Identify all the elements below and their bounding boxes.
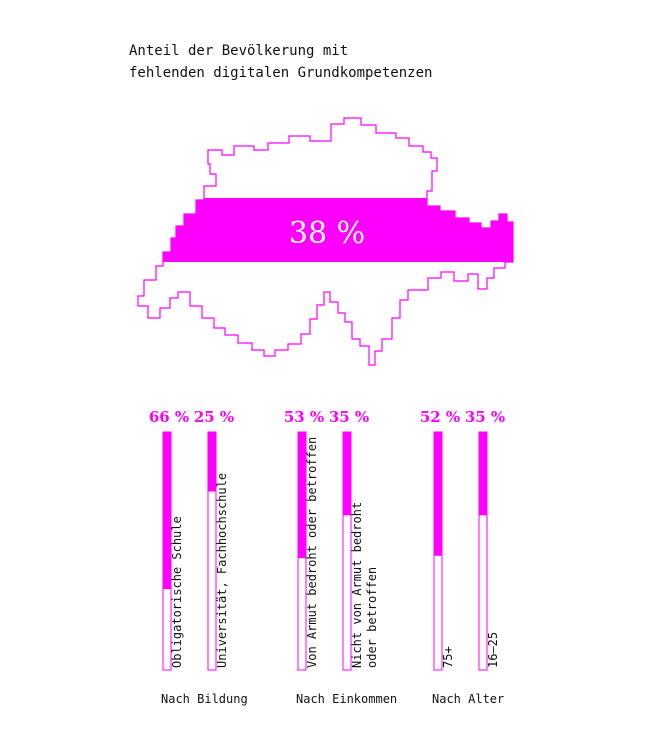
title-line-2: fehlenden digitalen Grundkompetenzen [129,65,433,81]
group-label-0: Nach Bildung [161,692,248,706]
bar-label-g0b0: Obligatorische Schule [170,516,184,668]
value-label-g2b1: 35 % [464,408,506,426]
headline-value: 38 % [288,216,366,251]
bar-label-g1b0: Von Armut bedroht oder betroffen [305,436,319,668]
value-label-g0b1: 25 % [193,408,235,426]
group-label-2: Nach Alter [432,692,505,706]
bar-label-g0b1: Universität, Fachhochschule [215,472,229,668]
bar-fill-g2b0 [434,432,442,556]
title-line-1: Anteil der Bevölkerung mit [129,43,349,59]
value-label-g1b0: 53 % [283,408,325,426]
value-label-g2b0: 52 % [419,408,461,426]
value-label-g1b1: 35 % [328,408,370,426]
bar-label-g2b0: 75+ [441,646,455,668]
bar-label-g1b1-line1: oder betroffen [365,566,379,668]
value-label-g0b0: 66 % [148,408,190,426]
bar-label-g1b1-line0: Nicht von Armut bedroht [350,501,364,668]
bar-label-g2b1: 16–25 [486,631,500,668]
bar-fill-g2b1 [479,432,487,515]
group-label-1: Nach Einkommen [296,692,398,706]
